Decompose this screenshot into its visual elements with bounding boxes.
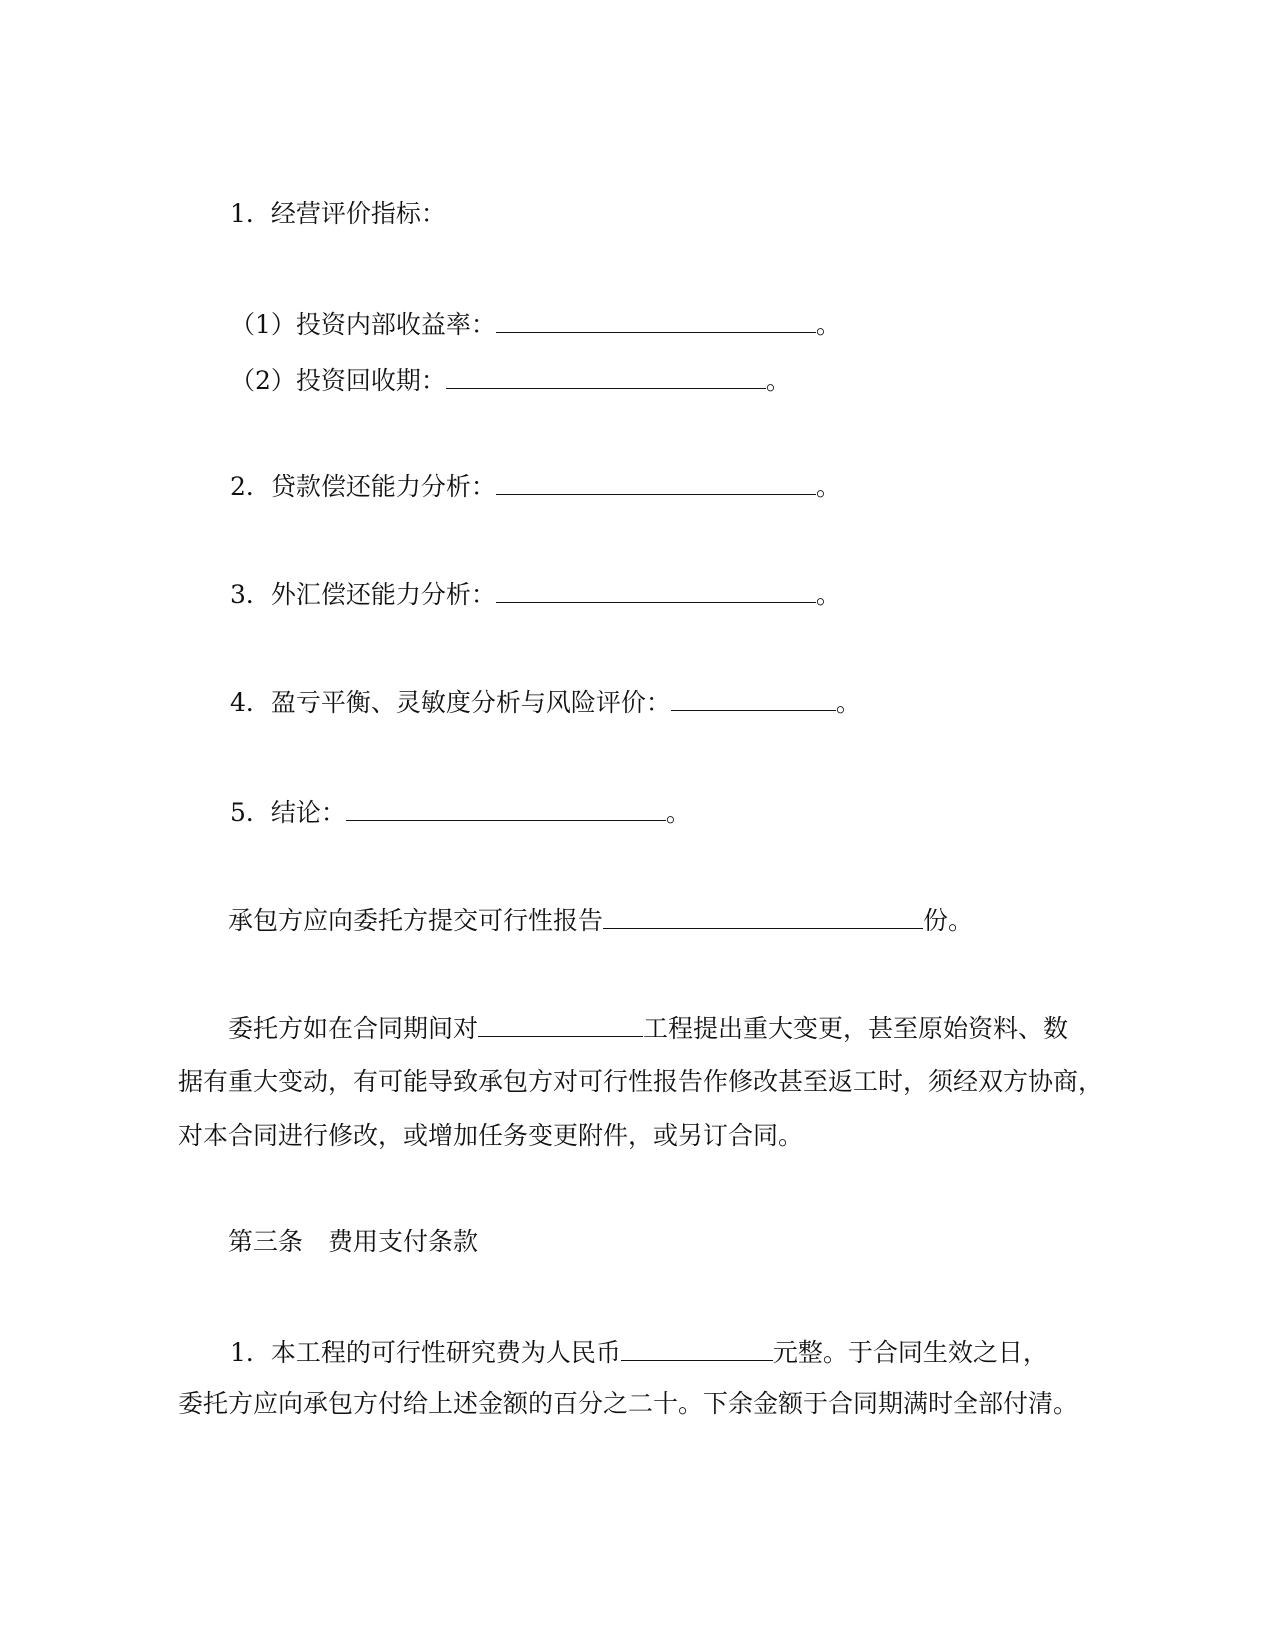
fee-amount-blank-field[interactable]	[621, 1334, 773, 1361]
report-copies-line: 承包方应向委托方提交可行性报告 份。	[228, 902, 973, 937]
article-3-title: 第三条 费用支付条款	[228, 1227, 479, 1256]
breakeven-analysis-line: 4．盈亏平衡、灵敏度分析与风险评价： 。	[230, 684, 861, 719]
forex-blank-field[interactable]	[496, 576, 816, 603]
change-clause-line-3: 对本合同进行修改，或增加任务变更附件，或另订合同。	[178, 1121, 804, 1150]
article-3-clause-1-line-1: 1．本工程的可行性研究费为人民币 元整。于合同生效之日，	[230, 1334, 1048, 1369]
payback-blank-field[interactable]	[446, 362, 766, 389]
article-3-clause-1-line-2: 委托方应向承包方付给上述金额的百分之二十。下余金额于合同期满时全部付清。	[178, 1389, 1079, 1418]
change-clause-line-1: 委托方如在合同期间对 工程提出重大变更，甚至原始资料、数	[228, 1010, 1068, 1045]
loan-blank-field[interactable]	[496, 468, 816, 495]
metrics-heading: 1．经营评价指标：	[230, 199, 446, 228]
conclusion-line: 5．结论： 。	[230, 794, 691, 829]
forex-analysis-line: 3．外汇偿还能力分析： 。	[230, 576, 841, 611]
project-blank-field[interactable]	[478, 1010, 643, 1037]
change-clause-line-2: 据有重大变动，有可能导致承包方对可行性报告作修改甚至返工时，须经双方协商，	[178, 1067, 1104, 1096]
metric-irr-line: （1）投资内部收益率： 。	[230, 306, 841, 341]
breakeven-blank-field[interactable]	[671, 684, 836, 711]
metric-payback-line: （2）投资回收期： 。	[230, 362, 791, 397]
loan-analysis-line: 2．贷款偿还能力分析： 。	[230, 468, 841, 503]
conclusion-blank-field[interactable]	[346, 794, 666, 821]
irr-blank-field[interactable]	[496, 306, 816, 333]
copies-blank-field[interactable]	[603, 902, 923, 929]
